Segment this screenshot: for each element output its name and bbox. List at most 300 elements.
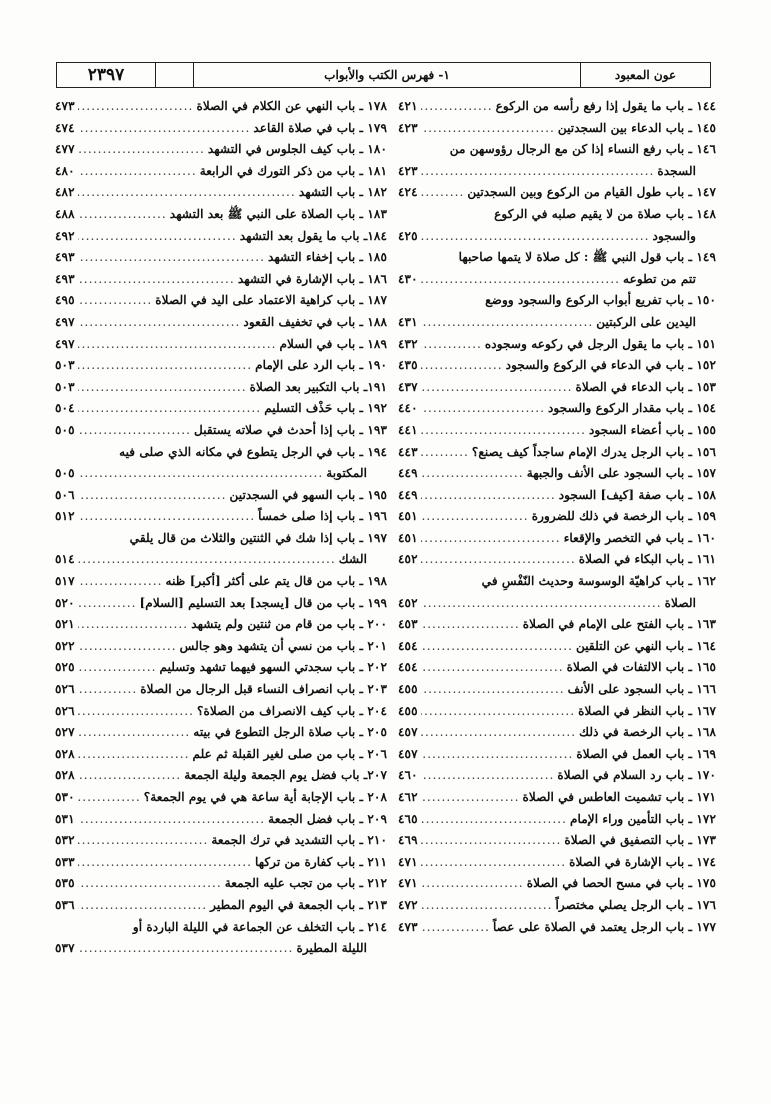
toc-entry-page: ٥٣٣ xyxy=(55,854,75,869)
toc-entry-title: ٢١٠ ـ باب التشديد في ترك الجمعة xyxy=(211,833,387,848)
toc-entry-page: ٥٣٢ xyxy=(55,833,75,848)
toc-entry-line xyxy=(55,290,387,312)
toc-entry xyxy=(55,571,387,593)
toc-entry xyxy=(55,161,387,183)
leader-dots xyxy=(78,485,227,507)
toc-entry-line xyxy=(398,139,716,161)
toc-entry-page: ٤٩٧ xyxy=(55,314,75,329)
toc-entry-line xyxy=(55,442,387,464)
toc-entry-title: ١٥١ ـ باب ما يقول الرجل في ركوعه وسجوده xyxy=(484,336,716,351)
toc-entry xyxy=(398,852,716,874)
leader-dots xyxy=(421,636,573,658)
toc-entry-line xyxy=(55,722,387,744)
toc-entry xyxy=(55,442,387,485)
toc-entry-page: ٤٩٢ xyxy=(55,228,75,243)
leader-dots xyxy=(421,334,482,356)
toc-entry-title: ١٩٠ ـ باب الرد على الإمام xyxy=(255,358,387,373)
toc-entry xyxy=(55,269,387,291)
toc-entry-page: ٥٠٣ xyxy=(55,358,75,373)
toc-entry-page: ٥٢٨ xyxy=(55,768,75,783)
leader-dots xyxy=(78,269,235,291)
toc-entry xyxy=(55,377,387,399)
leader-dots xyxy=(421,744,574,766)
toc-entry-line xyxy=(55,571,387,593)
leader-dots xyxy=(421,118,555,140)
toc-entry xyxy=(398,679,716,701)
toc-entry-page: ٤٤٩ xyxy=(398,487,418,502)
toc-entry-line xyxy=(398,528,716,550)
toc-entry xyxy=(55,765,387,787)
toc-entry-page: ٥٣٦ xyxy=(55,897,75,912)
toc-entry-continuation xyxy=(55,463,387,485)
toc-entry-line xyxy=(55,917,387,939)
leader-dots xyxy=(78,657,157,679)
toc-entry-title: تتم من تطوعه xyxy=(623,271,696,286)
toc-entry-title: الليلة المطيرة xyxy=(296,941,367,956)
toc-entry-page: ٤٦٩ xyxy=(398,833,418,848)
toc-entry-continuation xyxy=(398,593,716,615)
leader-dots xyxy=(78,506,255,528)
toc-entry-line xyxy=(55,139,387,161)
toc-entry-line xyxy=(398,118,716,140)
toc-entry xyxy=(398,355,716,377)
toc-entry-line xyxy=(55,334,387,356)
leader-dots xyxy=(78,744,190,766)
leader-dots xyxy=(421,614,520,636)
toc-entry-title: ١٩٣ ـ باب إذا أحدث في صلاته يستقبل xyxy=(193,422,387,437)
leader-dots xyxy=(421,809,567,831)
toc-entry-title: الصلاة xyxy=(664,595,696,610)
toc-entry-title: ٢٠٩ ـ باب فضل الجمعة xyxy=(268,811,387,826)
toc-entry-title: ١٨٧ ـ باب كراهية الاعتماد على اليد في الصلاة xyxy=(155,293,387,308)
toc-entry-title: ١٦٩ ـ باب العمل في الصلاة xyxy=(576,746,716,761)
toc-entry xyxy=(55,247,387,269)
toc-entry-title: ١٧٧ ـ باب الرجل يعتمد في الصلاة على عصاً xyxy=(492,919,716,934)
toc-entry-title: ٢٠٧ـ باب فضل يوم الجمعة وليلة الجمعة xyxy=(184,768,387,783)
toc-entry xyxy=(398,830,716,852)
leader-dots xyxy=(78,182,296,204)
toc-entry-line xyxy=(398,398,716,420)
leader-dots xyxy=(78,549,336,571)
toc-entry-page: ٤٤١ xyxy=(398,422,418,437)
leader-dots xyxy=(421,830,562,852)
toc-entry-page: ٥٣٧ xyxy=(55,941,75,956)
toc-entry xyxy=(398,118,716,140)
toc-entry-line xyxy=(55,226,387,248)
toc-entry-page: ٥١٧ xyxy=(55,574,75,589)
page-number: ٢٣٩٧ xyxy=(87,65,125,85)
toc-entry-line xyxy=(398,744,716,766)
toc-entry-line xyxy=(398,895,716,917)
toc-entry xyxy=(398,722,716,744)
leader-dots xyxy=(421,269,620,291)
leader-dots xyxy=(78,571,163,593)
leader-dots xyxy=(78,614,189,636)
toc-entry-line xyxy=(55,787,387,809)
leader-dots xyxy=(78,679,138,701)
toc-entry xyxy=(55,787,387,809)
toc-entry xyxy=(55,593,387,615)
toc-entry-page: ٤٧٤ xyxy=(55,120,75,135)
toc-entry-title: ١٨٩ ـ باب في السلام xyxy=(279,336,387,351)
toc-entry xyxy=(398,377,716,399)
toc-entry-title: ١٦٠ ـ باب في التخصر والإقعاء xyxy=(563,530,716,545)
toc-entry-title: ١٦٢ ـ باب كراهيّة الوسوسة وحديث النّفْسِ في xyxy=(481,574,716,589)
toc-entry-page: ٤٦٢ xyxy=(398,790,418,804)
leader-dots xyxy=(421,593,662,615)
toc-entry-line xyxy=(398,787,716,809)
toc-entry-line xyxy=(55,593,387,615)
toc-entry-page: ٥٢١ xyxy=(55,617,75,632)
toc-entry-title: ١٨٤ـ باب ما يقول بعد التشهد xyxy=(239,228,387,243)
toc-entry xyxy=(55,809,387,831)
toc-entry-title: ٢٠٨ ـ باب الإجابة أية ساعة هي في يوم الجمعة؟ xyxy=(143,790,387,804)
toc-entry xyxy=(55,139,387,161)
leader-dots xyxy=(78,938,294,960)
toc-entry xyxy=(398,442,716,464)
toc-entry-title: ١٥٦ ـ باب الرجل يدرك الإمام ساجداً كيف يصنع؟ xyxy=(471,444,716,459)
toc-entry-title: ١٦٥ ـ باب الالتفات في الصلاة xyxy=(566,660,716,675)
toc-entry-title: ١٦١ ـ باب البكاء في الصلاة xyxy=(578,552,716,567)
leader-dots xyxy=(78,463,324,485)
leader-dots xyxy=(421,182,465,204)
toc-entry-page: ٤٢٣ xyxy=(398,163,418,178)
toc-entry-page: ٤٧٣ xyxy=(55,99,75,113)
toc-entry-title: ١٨٣ ـ باب الصلاة على النبي ﷺ بعد التشهد xyxy=(169,206,387,221)
leader-dots xyxy=(421,549,576,571)
toc-entry xyxy=(55,312,387,334)
running-header xyxy=(56,62,711,88)
toc-entry-page: ٤٩٧ xyxy=(55,336,75,351)
toc-entry-title: ١٧٦ ـ باب الرجل يصلي مختصراً xyxy=(555,897,716,912)
toc-entry-title: ١٩٦ ـ باب إذا صلى خمساً xyxy=(258,509,387,524)
toc-entry-title: ١٥٤ ـ باب مقدار الركوع والسجود xyxy=(547,401,716,416)
toc-entry-line xyxy=(398,485,716,507)
toc-entry-title: ١٦٨ ـ باب الرخصة في ذلك xyxy=(579,725,716,740)
toc-entry-line xyxy=(398,852,716,874)
leader-dots xyxy=(78,290,153,312)
leader-dots xyxy=(421,722,576,744)
toc-entry xyxy=(55,614,387,636)
toc-entry-page: ٤٦٥ xyxy=(398,811,418,826)
toc-entry xyxy=(55,636,387,658)
toc-entry-page: ٤٧١ xyxy=(398,876,418,891)
toc-entry xyxy=(55,917,387,960)
toc-entry xyxy=(398,398,716,420)
toc-entry-title: ١٩٨ ـ باب من قال يتم على أكثر [أكبر] ظنه xyxy=(165,574,387,589)
toc-entry-page: ٥٢٥ xyxy=(55,660,75,675)
toc-entry-line xyxy=(398,765,716,787)
toc-entry xyxy=(55,355,387,377)
toc-entry xyxy=(398,701,716,723)
toc-entry-page: ٥٣٠ xyxy=(55,790,75,804)
toc-entry-line xyxy=(398,377,716,399)
toc-entry xyxy=(398,290,716,333)
toc-entry xyxy=(55,506,387,528)
leader-dots xyxy=(78,765,182,787)
toc-entry-page: ٤٢٣ xyxy=(398,120,418,135)
toc-entry-line xyxy=(55,269,387,291)
toc-entry xyxy=(55,852,387,874)
toc-entry-line xyxy=(55,485,387,507)
toc-entry-title: ١٧٥ ـ باب في مسح الحصا في الصلاة xyxy=(526,876,716,891)
toc-entry-line xyxy=(55,118,387,140)
toc-entry xyxy=(55,226,387,248)
toc-entry-title: ١٩١ـ باب التكبير بعد الصلاة xyxy=(249,379,387,394)
toc-entry-page: ٤٧٧ xyxy=(55,142,75,157)
toc-entry-title: المكتوبة xyxy=(326,466,367,481)
leader-dots xyxy=(78,118,251,140)
toc-entry-line xyxy=(55,830,387,852)
toc-entry-line xyxy=(398,442,716,464)
leader-dots xyxy=(421,420,586,442)
toc-entry-page: ٤٧١ xyxy=(398,854,418,869)
leader-dots xyxy=(78,247,265,269)
toc-entry-line xyxy=(55,701,387,723)
toc-entry-page: ٤٤٠ xyxy=(398,401,418,416)
toc-entry-page: ٤٤٩ xyxy=(398,466,418,481)
toc-entry xyxy=(398,809,716,831)
toc-entry-title: ١٧٠ ـ باب رد السلام في الصلاة xyxy=(557,768,716,783)
toc-entry-title: ١٤٤ ـ باب ما يقول إذا رفع رأسه من الركوع xyxy=(495,99,716,113)
leader-dots xyxy=(78,593,137,615)
toc-entry-line xyxy=(398,96,716,118)
leader-dots xyxy=(78,334,277,356)
toc-entry-line xyxy=(398,636,716,658)
toc-entry-title: ٢١٣ ـ باب الجمعة في اليوم المطير xyxy=(210,897,387,912)
toc-entry-page: ٥٢٠ xyxy=(55,595,75,610)
leader-dots xyxy=(78,139,205,161)
toc-entry xyxy=(55,744,387,766)
toc-entry-title: والسجود xyxy=(652,228,696,243)
leader-dots xyxy=(78,377,247,399)
toc-entry xyxy=(55,204,387,226)
leader-dots xyxy=(78,161,197,183)
leader-dots xyxy=(78,96,194,118)
toc-entry-line xyxy=(55,312,387,334)
toc-entry-title: ٢١٢ ـ باب من تجب عليه الجمعة xyxy=(224,876,387,891)
toc-entry-page: ٤٢١ xyxy=(398,99,418,113)
toc-entry xyxy=(398,765,716,787)
toc-entry-line xyxy=(55,398,387,420)
toc-entry-line xyxy=(398,290,716,312)
toc-entry-line xyxy=(55,247,387,269)
toc-entry xyxy=(398,506,716,528)
toc-entry-title: الشك xyxy=(338,552,367,567)
toc-entry xyxy=(398,463,716,485)
toc-entry xyxy=(398,744,716,766)
toc-entry-title: ١٥٩ ـ باب الرخصة في ذلك للضرورة xyxy=(531,509,716,524)
leader-dots xyxy=(421,377,573,399)
toc-entry xyxy=(55,398,387,420)
toc-entry-line xyxy=(55,765,387,787)
toc-entry-page: ٤٤٣ xyxy=(398,444,418,459)
toc-entry-page: ٤٣٥ xyxy=(398,358,418,373)
toc-entry-title: ١٦٤ ـ باب النهي عن التلقين xyxy=(575,638,716,653)
toc-entry xyxy=(398,549,716,571)
toc-entry-page: ٤٧٣ xyxy=(398,919,418,934)
toc-entry-line xyxy=(398,830,716,852)
toc-entry xyxy=(398,139,716,182)
leader-dots xyxy=(421,917,490,939)
toc-entry-page: ٤٥٤ xyxy=(398,660,418,675)
toc-entry-title: ١٥٧ ـ باب السجود على الأنف والجبهة xyxy=(526,466,716,481)
toc-entry-continuation xyxy=(55,938,387,960)
toc-entry-title: ٢٠٣ ـ باب انصراف النساء قبل الرجال من الصلاة xyxy=(140,682,387,697)
toc-entry-page: ٥٠٥ xyxy=(55,422,75,437)
toc-entry xyxy=(398,636,716,658)
toc-entry-continuation xyxy=(398,269,716,291)
toc-entry-title: ٢٠٠ ـ باب من قام من ثنتين ولم يتشهد xyxy=(191,617,387,632)
toc-entry-page: ٤٥٥ xyxy=(398,703,418,718)
toc-entry-page: ٥٢٧ xyxy=(55,725,75,740)
toc-entry-line xyxy=(55,852,387,874)
toc-entry-page: ٤٥٧ xyxy=(398,725,418,740)
leader-dots xyxy=(421,787,520,809)
toc-entry-page: ٥٠٣ xyxy=(55,379,75,394)
leader-dots xyxy=(78,312,241,334)
toc-entry-continuation xyxy=(398,312,716,334)
toc-entry xyxy=(398,204,716,247)
leader-dots xyxy=(421,895,553,917)
toc-entry-page: ٥٠٦ xyxy=(55,487,75,502)
toc-entry-title: ١٥٠ ـ باب تفريع أبواب الركوع والسجود ووضع xyxy=(485,293,716,308)
toc-entry xyxy=(398,895,716,917)
leader-dots xyxy=(421,355,503,377)
toc-entry xyxy=(55,830,387,852)
toc-entry-page: ٤٥٥ xyxy=(398,682,418,697)
toc-entry xyxy=(398,334,716,356)
leader-dots xyxy=(78,809,266,831)
toc-entry-line xyxy=(55,657,387,679)
leader-dots xyxy=(78,204,167,226)
leader-dots xyxy=(78,636,177,658)
toc-entry-line xyxy=(55,204,387,226)
toc-entry-page: ٤٣١ xyxy=(398,314,418,329)
toc-entry-page: ٤٦٠ xyxy=(398,768,418,783)
toc-entry xyxy=(398,528,716,550)
toc-entry-line xyxy=(398,917,716,939)
toc-entry-title: ١٨١ ـ باب من ذكر التورك في الرابعة xyxy=(199,163,387,178)
section-title: ١- فهرس الكتب والأبواب xyxy=(193,63,580,87)
toc-entry-line xyxy=(55,182,387,204)
leader-dots xyxy=(421,506,529,528)
toc-entry xyxy=(55,420,387,442)
toc-entry-title: ١٩٥ ـ باب السهو في السجدتين xyxy=(229,487,387,502)
leader-dots xyxy=(421,701,576,723)
toc-entry-page: ٤٣٧ xyxy=(398,379,418,394)
toc-entry-page: ٤٩٣ xyxy=(55,250,75,265)
toc-entry-line xyxy=(398,549,716,571)
toc-entry-page: ٤٨٠ xyxy=(55,163,75,178)
toc-entry xyxy=(398,247,716,290)
toc-entry-line xyxy=(398,463,716,485)
leader-dots xyxy=(421,485,556,507)
toc-entry xyxy=(398,873,716,895)
leader-dots xyxy=(421,657,564,679)
toc-entry-title: ١٥٣ ـ باب الدعاء في الصلاة xyxy=(575,379,716,394)
toc-entry-page: ٤٩٥ xyxy=(55,293,75,308)
toc-entry xyxy=(55,679,387,701)
toc-entry xyxy=(55,873,387,895)
leader-dots xyxy=(421,312,594,334)
toc-entry-page: ٥١٢ xyxy=(55,509,75,524)
leader-dots xyxy=(421,226,650,248)
toc-entry-title: اليدين على الركبتين xyxy=(596,314,696,329)
toc-entry-line xyxy=(55,679,387,701)
toc-entry-line xyxy=(55,420,387,442)
toc-entry-line xyxy=(398,182,716,204)
toc-entry xyxy=(398,420,716,442)
leader-dots xyxy=(421,765,555,787)
toc-entry-page: ٤٥١ xyxy=(398,530,418,545)
leader-dots xyxy=(78,787,141,809)
toc-entry-line xyxy=(55,614,387,636)
leader-dots xyxy=(78,852,252,874)
toc-entry-line xyxy=(55,355,387,377)
toc-entry-line xyxy=(398,247,716,269)
toc-entry xyxy=(55,722,387,744)
leader-dots xyxy=(78,398,262,420)
leader-dots xyxy=(421,96,493,118)
toc-entry xyxy=(55,657,387,679)
toc-entry xyxy=(398,614,716,636)
toc-entry-page: ٥٢٨ xyxy=(55,746,75,761)
leader-dots xyxy=(78,830,209,852)
toc-entry xyxy=(55,290,387,312)
toc-entry xyxy=(55,118,387,140)
toc-entry-page: ٤٥٢ xyxy=(398,552,418,567)
toc-entry xyxy=(398,657,716,679)
toc-entry-line xyxy=(398,571,716,593)
leader-dots xyxy=(421,161,655,183)
toc-entry xyxy=(55,334,387,356)
toc-entry-title: ٢٠٤ ـ باب كيف الانصراف من الصلاة؟ xyxy=(197,703,387,718)
toc-column-left xyxy=(55,96,387,960)
toc-entry-title: ١٤٦ ـ باب رفع النساء إذا كن مع الرجال رؤوسهن من xyxy=(449,142,716,157)
toc-entry-title: ١٧٢ ـ باب التأمين وراء الإمام xyxy=(570,811,716,826)
toc-entry-page: ٥٠٥ xyxy=(55,466,75,481)
toc-entry-title: ١٤٧ ـ باب طول القيام من الركوع وبين السجدتين xyxy=(467,185,716,200)
toc-entry-title: ٢٠٦ ـ باب من صلى لغير القبلة ثم علم xyxy=(192,746,387,761)
toc-entry-title: ١٩٧ ـ باب إذا شك في الثنتين والثلاث من قال يلقي xyxy=(129,530,387,545)
toc-entry-page: ٤٥٤ xyxy=(398,638,418,653)
toc-entry-continuation xyxy=(55,549,387,571)
toc-entry-line xyxy=(398,873,716,895)
toc-entry-page: ٥٢٦ xyxy=(55,682,75,697)
toc-entry-line xyxy=(55,161,387,183)
leader-dots xyxy=(78,722,191,744)
leader-dots xyxy=(421,679,565,701)
toc-entry-title: ١٤٥ ـ باب الدعاء بين السجدتين xyxy=(557,120,716,135)
toc-entry-title: ٢٠٥ ـ باب صلاة الرجل التطوع في بيته xyxy=(193,725,387,740)
toc-entry-title: ١٨٠ ـ باب كيف الجلوس في التشهد xyxy=(207,142,387,157)
leader-dots xyxy=(78,355,253,377)
toc-entry xyxy=(398,182,716,204)
leader-dots xyxy=(421,528,561,550)
toc-entry xyxy=(55,182,387,204)
toc-entry-page: ٤٢٥ xyxy=(398,228,418,243)
toc-entry-line xyxy=(55,895,387,917)
toc-entry-title: ٢٠١ ـ باب من نسي أن يتشهد وهو جالس xyxy=(179,638,387,653)
toc-entry-line xyxy=(55,744,387,766)
toc-entry-title: ١٥٢ ـ باب في الدعاء في الركوع والسجود xyxy=(505,358,716,373)
toc-entry-page: ٥٢٢ xyxy=(55,638,75,653)
toc-entry-title: ١٩٢ ـ باب حَذْف التسليم xyxy=(264,401,387,416)
leader-dots xyxy=(421,463,524,485)
toc-entry-page: ٤٧٢ xyxy=(398,897,418,912)
toc-entry-line xyxy=(398,334,716,356)
